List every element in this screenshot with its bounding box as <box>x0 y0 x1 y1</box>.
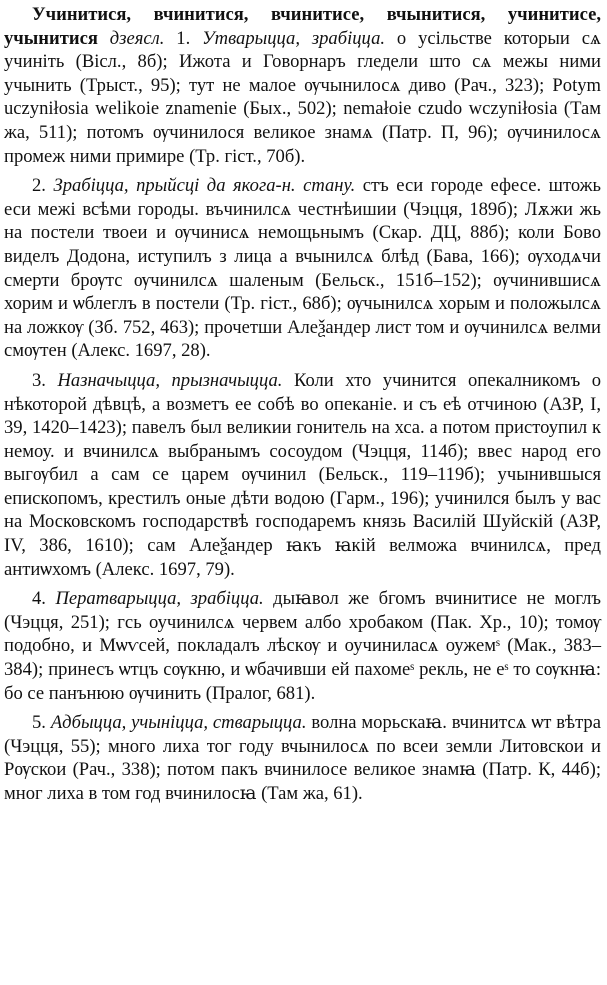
entry-sense-3 <box>4 369 601 581</box>
entry-sense-4 <box>4 587 601 705</box>
sense-gloss: Зрабіцца, прыйсці да якога-н. стану. <box>53 175 356 197</box>
sense-number: 5. <box>32 712 46 734</box>
sense-number: 4. <box>32 588 46 610</box>
sense-number: 2. <box>32 175 46 197</box>
sense-gloss: Назначыцца, прызначыцца. <box>57 369 283 391</box>
sense-number: 1. <box>176 27 191 49</box>
sense-citations: дыꙗвол же бгомъ вчинитисе не моглъ (Чэцця, 251); гсь оучинилсѧ червем албо хробаком (Пак. Хр., 10); томѹ подобно, и Мѡѵсей, покладалъ лѣскѹ и оучиниласѧ оужемˢ (Мак., 383–384); принесъ ѡтцъ сѹкню, и ѡбачивши ей пахомеˢ рекль, не еˢ то сѹкнꙗ: бо се панънюю ѹчинить (Пралог, 681). <box>4 588 601 704</box>
entry-sense-2 <box>4 174 601 363</box>
entry-sense-5 <box>4 711 601 805</box>
sense-citations: Коли хто учинится опекалникомъ о нѣкоторой дѣвцѣ, а возметъ ее собѣ во опеканіе. и съ еѣ отчиною (АЗР, I, 39, 1420–1423); павелъ был великии гонитель на хса. а потом пристоупил к немоу. и вчинилсѧ выбранымъ сосоудом (Чэцця, 114б); ввес народ его выгѹбил а сам се царем ѹчинил (Бельск., 119–119б); учынившыся епископомъ, крестилъ оные дѣти водою (Гарм., 196); учинился былъ у вас на Московскомъ господарствѣ господаремъ князь Василій Шуйскій (АЗР, IV, 386, 1610); сам Алеѯандер ꙗкъ ꙗкій велможа вчинилсѧ, пред антиѡхомъ (Алекс. 1697, 79). <box>4 369 602 580</box>
sense-gloss: Ператварыцца, зрабіцца. <box>55 588 264 610</box>
sense-citations: стъ еси городе ефесе. штожь еси межі всѣми городы. въчинилсѧ честнѣишии (Чэцця, 189б); Лѫжи жь на постели твоеи и ѹчинисѧ немощьнымъ (Скар. ДЦ, 88б); коли Бово виделъ Додона, иступилъ з лица а вчынилсѧ блѣд (Бава, 166); ѹходѧчи смерти брѹтс ѹчинилсѧ шаленым (Бельск., 151б–152); ѹчинившисѧ хорим и ѡблеглъ в постели (Тр. гіст., 68б); ѹчынилсѧ хорым и положылсѧ на ложкѹ (Зб. 752, 463); прочетши Алеѯандер лист том и ѹчинилсѧ велми смѹтен (Алекс. 1697, 28). <box>4 175 601 362</box>
sense-citations: волна морьскаꙗ. вчинитсѧ ѡт вѣтра (Чэцця, 55); много лиха тог году вчынилосѧ по всеи земли Литовскои и Рѹскои (Рач., 338); потом пакъ вчинилосе великое знамꙗ (Патр. К, 44б); мног лиха в том год вчинилосꙗ (Там жа, 61). <box>4 712 601 804</box>
part-of-speech: дзеясл. <box>109 27 165 49</box>
entry-headword: Учинитися, вчинитися, вчинитисе, вчынитися, учинитисе, учынитися <box>4 4 601 49</box>
entry-sense-1 <box>4 3 601 168</box>
sense-gloss: Адбыцца, учыніцца, стварыцца. <box>50 712 307 734</box>
sense-citations: о усільстве которыи сѧ учиніть (Вісл., 8б); Ижота и Говорнаръ гледели што сѧ межы ними учынить (Трыст., 95); тут не малое ѹчынилосѧ диво (Рач., 323); Potym uczyniłosia welikoie znamenie (Бых., 502); nemałoie czudo wczyniłosia (Там жа, 511); потомъ ѹчинилося великое знамѧ (Патр. П, 96); ѹчинилосѧ промеж ними примире (Тр. гіст., 70б). <box>4 27 601 167</box>
sense-number: 3. <box>32 369 46 391</box>
sense-gloss: Утварыцца, зрабіцца. <box>202 27 386 49</box>
